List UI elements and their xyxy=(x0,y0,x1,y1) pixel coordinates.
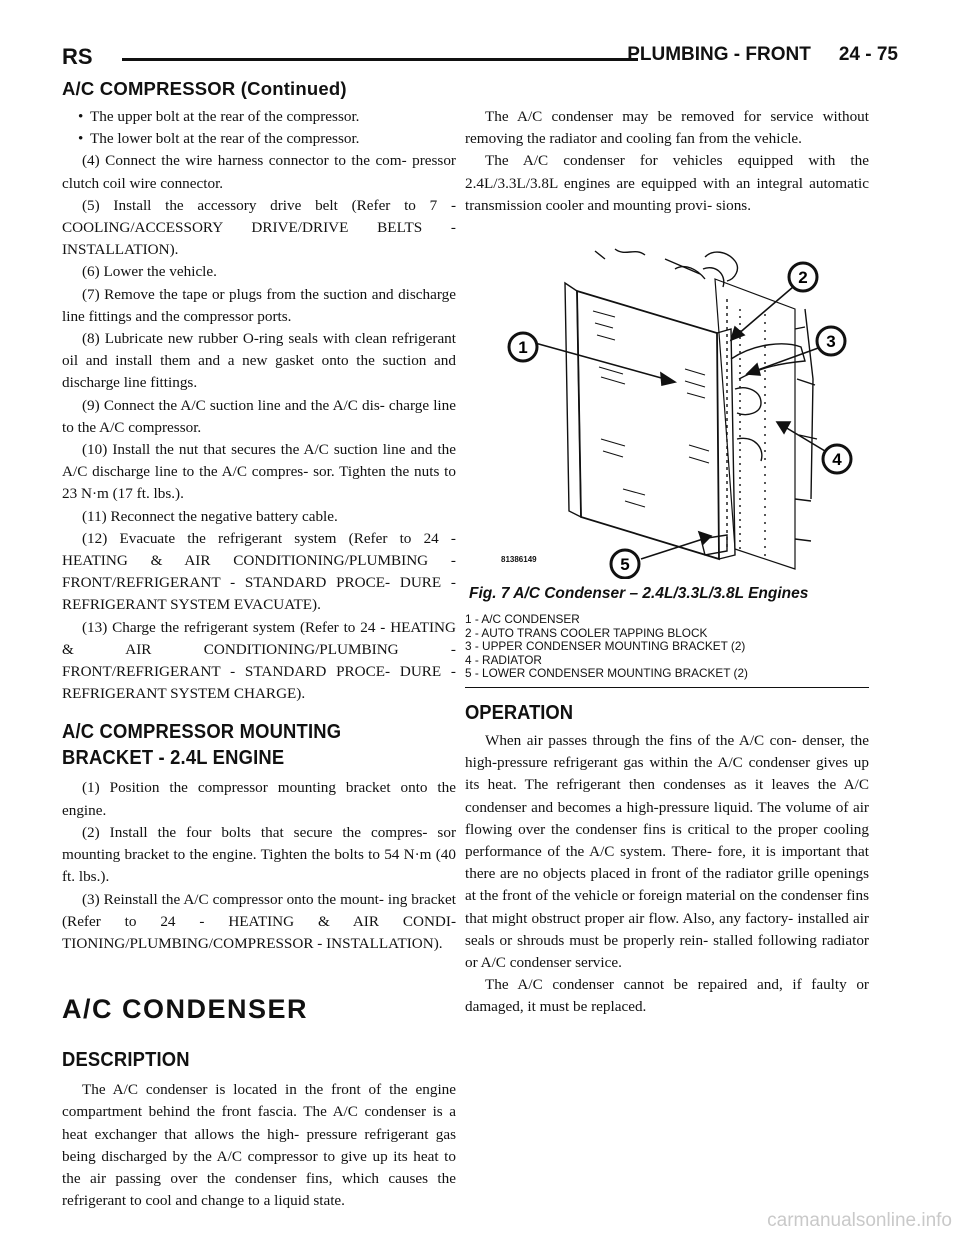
bracket-step-2: (2) Install the four bolts that secure the compres- sor mounting bracket to the engine. Tighten the bolts to 54 N·m (40 ft. lbs.). xyxy=(62,823,456,886)
header-model-code: RS xyxy=(62,44,93,69)
page-header xyxy=(62,44,898,74)
step-4: (4) Connect the wire harness connector to the com- pressor clutch coil wire connector. xyxy=(62,152,456,192)
bullet-item xyxy=(62,128,456,150)
bracket-step-3: (3) Reinstall the A/C compressor onto the mount- ing bracket (Refer to 24 - HEATING & AIR CONDI- TIONING/PLUMBING/COMPRESSOR - INSTALLATION). xyxy=(62,890,456,952)
callout-2: 2 xyxy=(798,268,808,288)
left-column xyxy=(62,106,456,1212)
step-8: (8) Lubricate new rubber O-ring seals with clean refrigerant oil and install them and a new gasket onto the suction and discharge line fittings. xyxy=(62,330,456,392)
callout-3: 3 xyxy=(826,332,836,352)
bullet-icon: • xyxy=(78,130,84,148)
description-heading: DESCRIPTION xyxy=(62,1049,190,1072)
engine-note: The A/C condenser for vehicles equipped with the 2.4L/3.3L/3.8L engines are equipped with an integral automatic transmission cooler and mounting provi- sions. xyxy=(465,152,869,214)
bullet-item xyxy=(62,106,456,128)
condenser-illustration xyxy=(465,239,869,579)
bullet-icon: • xyxy=(78,108,84,125)
description-text: The A/C condenser is located in the front of the engine compartment behind the front fascia. The A/C condenser is a heat exchanger that allows the high- pressure refrigerant gas being discharged by the A/C compressor to give up its heat to the air passing over the condenser fins, which causes the refrigerant to cool and change to a liquid state. xyxy=(62,1081,456,1210)
step-5: (5) Install the accessory drive belt (Refer to 7 - COOLING/ACCESSORY DRIVE/DRIVE BELTS - INSTALLATION). xyxy=(62,196,456,259)
step-10: (10) Install the nut that secures the A/C suction line and the A/C discharge line to the A/C compres- sor. Tighten the nuts to 23 N·m (17 ft. lbs.). xyxy=(62,441,456,503)
condenser-figure xyxy=(465,239,869,579)
legend-item: 4 - RADIATOR xyxy=(465,652,542,667)
bullet-text: The lower bolt at the rear of the compressor. xyxy=(90,130,360,148)
header-rule xyxy=(122,58,638,61)
step-9: (9) Connect the A/C suction line and the A/C dis- charge line to the A/C compressor. xyxy=(62,396,456,436)
legend-item: 3 - UPPER CONDENSER MOUNTING BRACKET (2) xyxy=(465,639,746,654)
legend-item: 5 - LOWER CONDENSER MOUNTING BRACKET (2) xyxy=(465,666,748,681)
step-13: (13) Charge the refrigerant system (Refer to 24 - HEATING & AIR CONDITIONING/PLUMBING - FRONT/REFRIGERANT - STANDARD PROCE- DURE - REFRIGERANT SYSTEM CHARGE). xyxy=(62,618,456,703)
header-section-page xyxy=(627,44,898,66)
step-11: (11) Reconnect the negative battery cable. xyxy=(82,507,338,525)
right-column xyxy=(465,106,869,1019)
operation-text: When air passes through the fins of the A/C con- denser, the high-pressure refrigerant gas within the A/C condenser gives up its heat. The refrigerant then condenses as it leaves the A/C condenser and becomes a high-pressure liquid. The volume of air flowing over the condenser fins is critical to the proper cooling performance of the A/C system. There- fore, it is important that there are no objects placed in front of the radiator grille openings at the front of the vehicle or foreign material on the condenser fins that might obstruct proper air flow. Also, any factory- installed air seals or shrouds must be properly rein- stalled following radiator or A/C condenser service. xyxy=(465,731,870,972)
figure-caption: Fig. 7 A/C Condenser – 2.4L/3.3L/3.8L Engines xyxy=(469,585,809,603)
bullet-text: The upper bolt at the rear of the compressor. xyxy=(90,108,360,125)
callout-1: 1 xyxy=(518,338,528,358)
bracket-heading: A/C COMPRESSOR MOUNTING BRACKET - 2.4L ENGINE xyxy=(62,721,342,770)
legend-item: 1 - A/C CONDENSER xyxy=(465,612,580,627)
figure-code: 81386149 xyxy=(501,555,537,565)
step-7: (7) Remove the tape or plugs from the suction and discharge line fittings and the compressor ports. xyxy=(62,285,456,325)
legend-item: 2 - AUTO TRANS COOLER TAPPING BLOCK xyxy=(465,625,708,640)
condenser-heading: A/C CONDENSER xyxy=(62,994,309,1025)
continued-title: A/C COMPRESSOR (Continued) xyxy=(62,78,347,99)
step-12: (12) Evacuate the refrigerant system (Refer to 24 - HEATING & AIR CONDITIONING/PLUMBING - FRONT/REFRIGERANT - STANDARD PROCE- DURE - REFRIGERANT SYSTEM EVACUATE). xyxy=(62,529,456,614)
removal-note: The A/C condenser may be removed for service without removing the radiator and cooling fan from the vehicle. xyxy=(465,108,869,148)
bracket-step-1: (1) Position the compressor mounting bracket onto the engine. xyxy=(62,779,456,819)
operation-note: The A/C condenser cannot be repaired and, if faulty or damaged, it must be replaced. xyxy=(465,976,869,1016)
callout-5: 5 xyxy=(620,555,630,575)
header-page-number: 24 - 75 xyxy=(838,44,898,65)
step-6: (6) Lower the vehicle. xyxy=(82,263,217,281)
figure-legend xyxy=(465,613,869,688)
callout-4: 4 xyxy=(832,450,842,470)
watermark: carmanualsonline.info xyxy=(767,1210,952,1231)
header-section: PLUMBING - FRONT xyxy=(627,44,811,65)
operation-heading: OPERATION xyxy=(465,701,574,724)
